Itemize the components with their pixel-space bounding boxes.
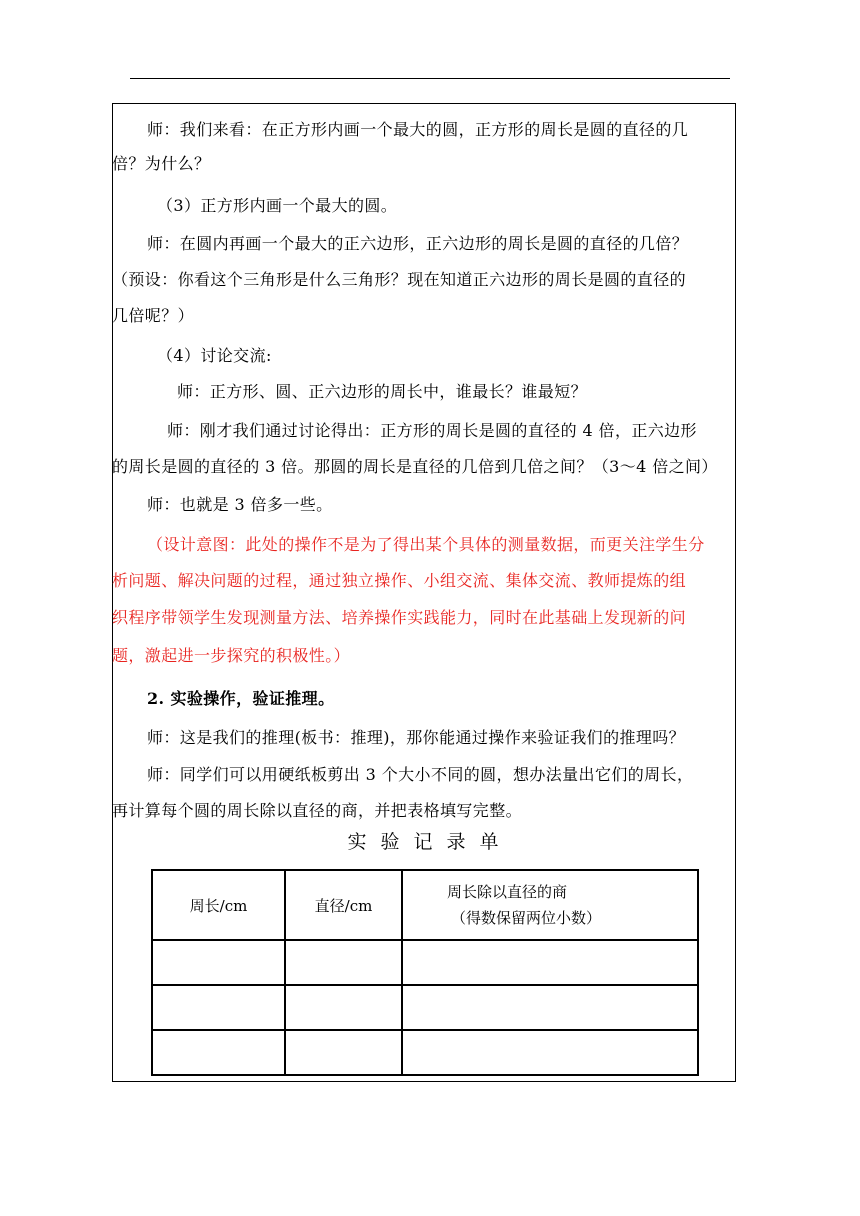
table-header-row <box>152 870 698 940</box>
section-heading: 2. 实验操作，验证推理。 <box>147 689 335 708</box>
table-cell[interactable] <box>402 985 698 1030</box>
design-intent-line: （设计意图：此处的操作不是为了得出某个具体的测量数据，而更关注学生分 <box>147 535 705 554</box>
text-line: 的周长是圆的直径的 3 倍。那圆的周长是直径的几倍到几倍之间？（3～4 倍之间） <box>112 457 718 476</box>
text-line: 师：在圆内再画一个最大的正六边形，正六边形的周长是圆的直径的几倍？ <box>147 234 689 253</box>
design-intent-line: 析问题、解决问题的过程，通过独立操作、小组交流、集体交流、教师提炼的组 <box>112 571 687 590</box>
table-row <box>152 985 698 1030</box>
table-cell[interactable] <box>152 1030 285 1075</box>
header-cell-diameter <box>285 870 402 940</box>
text-line: （预设：你看这个三角形是什么三角形？现在知道正六边形的周长是圆的直径的 <box>112 270 687 289</box>
header-rule <box>130 78 730 79</box>
text-line: 师：正方形、圆、正六边形的周长中，谁最长？谁最短？ <box>177 382 588 401</box>
table-row <box>152 940 698 985</box>
table-row <box>152 1030 698 1075</box>
text-line: 师：刚才我们通过讨论得出：正方形的周长是圆的直径的 4 倍，正六边形 <box>167 421 697 440</box>
header-label: 周长除以直径的商 <box>447 883 568 901</box>
header-label: 直径/cm <box>314 896 373 915</box>
record-table <box>151 869 699 1076</box>
table-cell[interactable] <box>402 940 698 985</box>
table-cell[interactable] <box>152 940 285 985</box>
text-line: （4）讨论交流: <box>157 346 272 365</box>
table-cell[interactable] <box>402 1030 698 1075</box>
header-cell-circumference <box>152 870 285 940</box>
text-line: 几倍呢？） <box>112 306 195 325</box>
text-line: 师：也就是 3 倍多一些。 <box>147 495 333 514</box>
record-sheet-title: 实验记录单 <box>347 831 513 853</box>
text-line: 师：这是我们的推理(板书：推理)，那你能通过操作来验证我们的推理吗？ <box>147 728 686 747</box>
text-line: 师：我们来看：在正方形内画一个最大的圆，正方形的周长是圆的直径的几 <box>147 120 689 139</box>
design-intent-line: 题，激起进一步探究的积极性。） <box>112 646 351 665</box>
header-note: （得数保留两位小数） <box>451 909 602 927</box>
table-cell[interactable] <box>285 1030 402 1075</box>
design-intent-line: 织程序带领学生发现测量方法、培养操作实践能力，同时在此基础上发现新的问 <box>112 608 687 627</box>
header-cell-quotient <box>402 870 698 940</box>
table-cell[interactable] <box>152 985 285 1030</box>
table-cell[interactable] <box>285 940 402 985</box>
text-line: 倍？为什么？ <box>112 154 211 173</box>
text-line: （3）正方形内画一个最大的圆。 <box>157 196 398 215</box>
header-label: 周长/cm <box>189 896 248 915</box>
table-cell[interactable] <box>285 985 402 1030</box>
text-line: 师：同学们可以用硬纸板剪出 3 个大小不同的圆，想办法量出它们的周长， <box>147 765 694 784</box>
text-line: 再计算每个圆的周长除以直径的商，并把表格填写完整。 <box>112 801 523 820</box>
